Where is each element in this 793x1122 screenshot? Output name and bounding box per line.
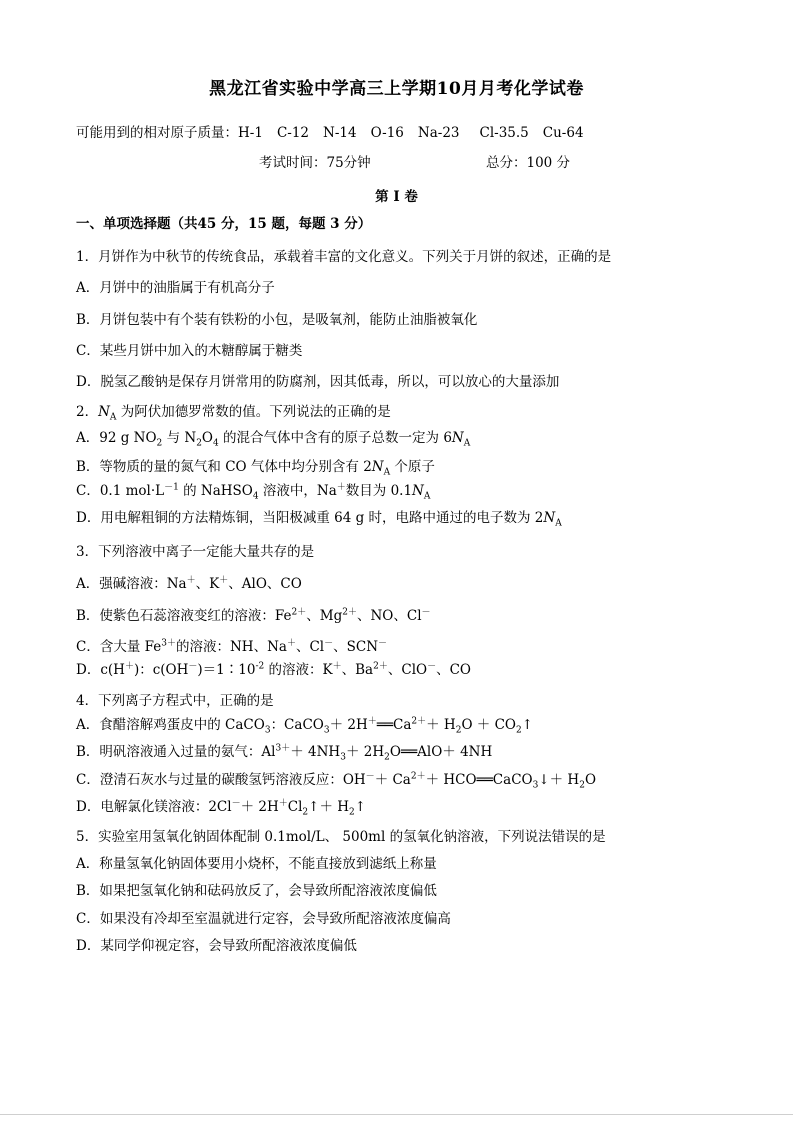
- atomic-mass-label: 可能用到的相对原子质量：: [76, 125, 238, 141]
- q3-option-c: C．含大量 $Fe^{3+}$的溶液：NH、Na＋、Cl－、SCN－: [76, 638, 388, 655]
- mass-cu: Cu-64: [542, 125, 584, 141]
- q5-option-d: D．某同学仰视定容，会导致所配溶液浓度偏低: [76, 938, 357, 954]
- q3-option-a: A．强碱溶液：Na＋、K＋、AlO、CO: [76, 575, 302, 592]
- q2-option-b: B．等物质的量的氮气和 CO 气体中均分别含有 $2N_A$ 个原子: [76, 459, 435, 478]
- page-bottom-divider: [0, 1114, 793, 1115]
- q5-stem: 5．实验室用氢氧化钠固体配制 0.1mol/L、 500ml 的氢氧化钠溶液，下列说法错误的是: [76, 829, 606, 845]
- q3-option-b: B．使紫色石蕊溶液变红的溶液：$Fe^{2+}$、$Mg^{2+}$、NO、Cl－: [76, 607, 431, 624]
- q1-stem: 1．月饼作为中秋节的传统食品，承载着丰富的文化意义。下列关于月饼的叙述，正确的是: [76, 249, 612, 265]
- q4-option-a: A．食醋溶解鸡蛋皮中的 CaCO$_3$：CaCO$_3$＋ $2H^+══Ca^{2+}+ H_2O$ ＋ $CO_2↑$: [76, 716, 534, 736]
- part-title: 第 I 卷: [375, 189, 418, 205]
- q4-option-b: B．明矾溶液通入过量的氨气：$Al^{3+}+ 4NH_3+$ $2H_2O══AlO+ 4NH$: [76, 743, 493, 763]
- q4-option-c: C．澄清石灰水与过量的碳酸氢钙溶液反应：$OH^-+ Ca^{2+}+$ HCO══CaCO$_3$↓＋ $H_2O$: [76, 771, 597, 791]
- mass-o: O-16: [370, 125, 404, 141]
- mass-na: Na-23: [417, 125, 460, 141]
- section-title: 一、单项选择题（共45 分，15 题，每题 3 分）: [76, 216, 372, 232]
- total-score: 总分：100 分: [486, 155, 571, 171]
- q5-option-b: B．如果把氢氧化钠和砝码放反了，会导致所配溶液浓度偏低: [76, 883, 437, 899]
- q2-option-c: C．0.1 $mol\cdot L^{-1}$ 的 NaHSO$_4$ 溶液中，Na＋数目为 $0.1N_A$: [76, 482, 431, 502]
- q5-option-c: C．如果没有冷却至室温就进行定容，会导致所配溶液浓度偏高: [76, 911, 451, 927]
- q4-option-d: D．电解氯化镁溶液：$2Cl^-+ 2H^+Cl_2↑+$ $H_2↑$: [76, 798, 367, 818]
- mass-cl: Cl-35.5: [479, 125, 529, 141]
- q4-stem: 4．下列离子方程式中，正确的是: [76, 693, 274, 709]
- q5-option-a: A．称量氢氧化钠固体要用小烧杯，不能直接放到滤纸上称量: [76, 856, 437, 872]
- q1-option-c: C．某些月饼中加入的木糖醇属于糖类: [76, 343, 303, 359]
- q2-option-d: D．用电解粗铜的方法精炼铜，当阳极减重 64 g 时，电路中通过的电子数为 $2N_A$: [76, 510, 562, 529]
- mass-h: H-1: [238, 125, 263, 141]
- exam-title: 黑龙江省实验中学高三上学期10月月考化学试卷: [209, 79, 584, 99]
- q3-stem: 3．下列溶液中离子一定能大量共存的是: [76, 544, 315, 560]
- q1-option-a: A．月饼中的油脂属于有机高分子: [76, 280, 275, 296]
- q3-option-d: D．c(H＋)：$c(OH^-)=1∶10^{-2}$ 的溶液：K＋、$Ba^{2+}$、ClO－、CO: [76, 661, 471, 678]
- q2-stem: 2．$N_A$ 为阿伏加德罗常数的值。下列说法的正确的是: [76, 404, 391, 423]
- q1-option-b: B．月饼包装中有个装有铁粉的小包，是吸氧剂，能防止油脂被氧化: [76, 312, 478, 328]
- mass-n: N-14: [323, 125, 357, 141]
- exam-time: 考试时间：75分钟: [259, 155, 371, 171]
- atomic-mass-line: [76, 124, 584, 142]
- q2-option-a: A．92 g $NO_2$ 与 $N_2O_4$ 的混合气体中含有的原子总数一定为 $6N_A$: [76, 430, 471, 449]
- mass-c: C-12: [276, 125, 310, 141]
- q1-option-d: D．脱氢乙酸钠是保存月饼常用的防腐剂，因其低毒，所以，可以放心的大量添加: [76, 374, 560, 390]
